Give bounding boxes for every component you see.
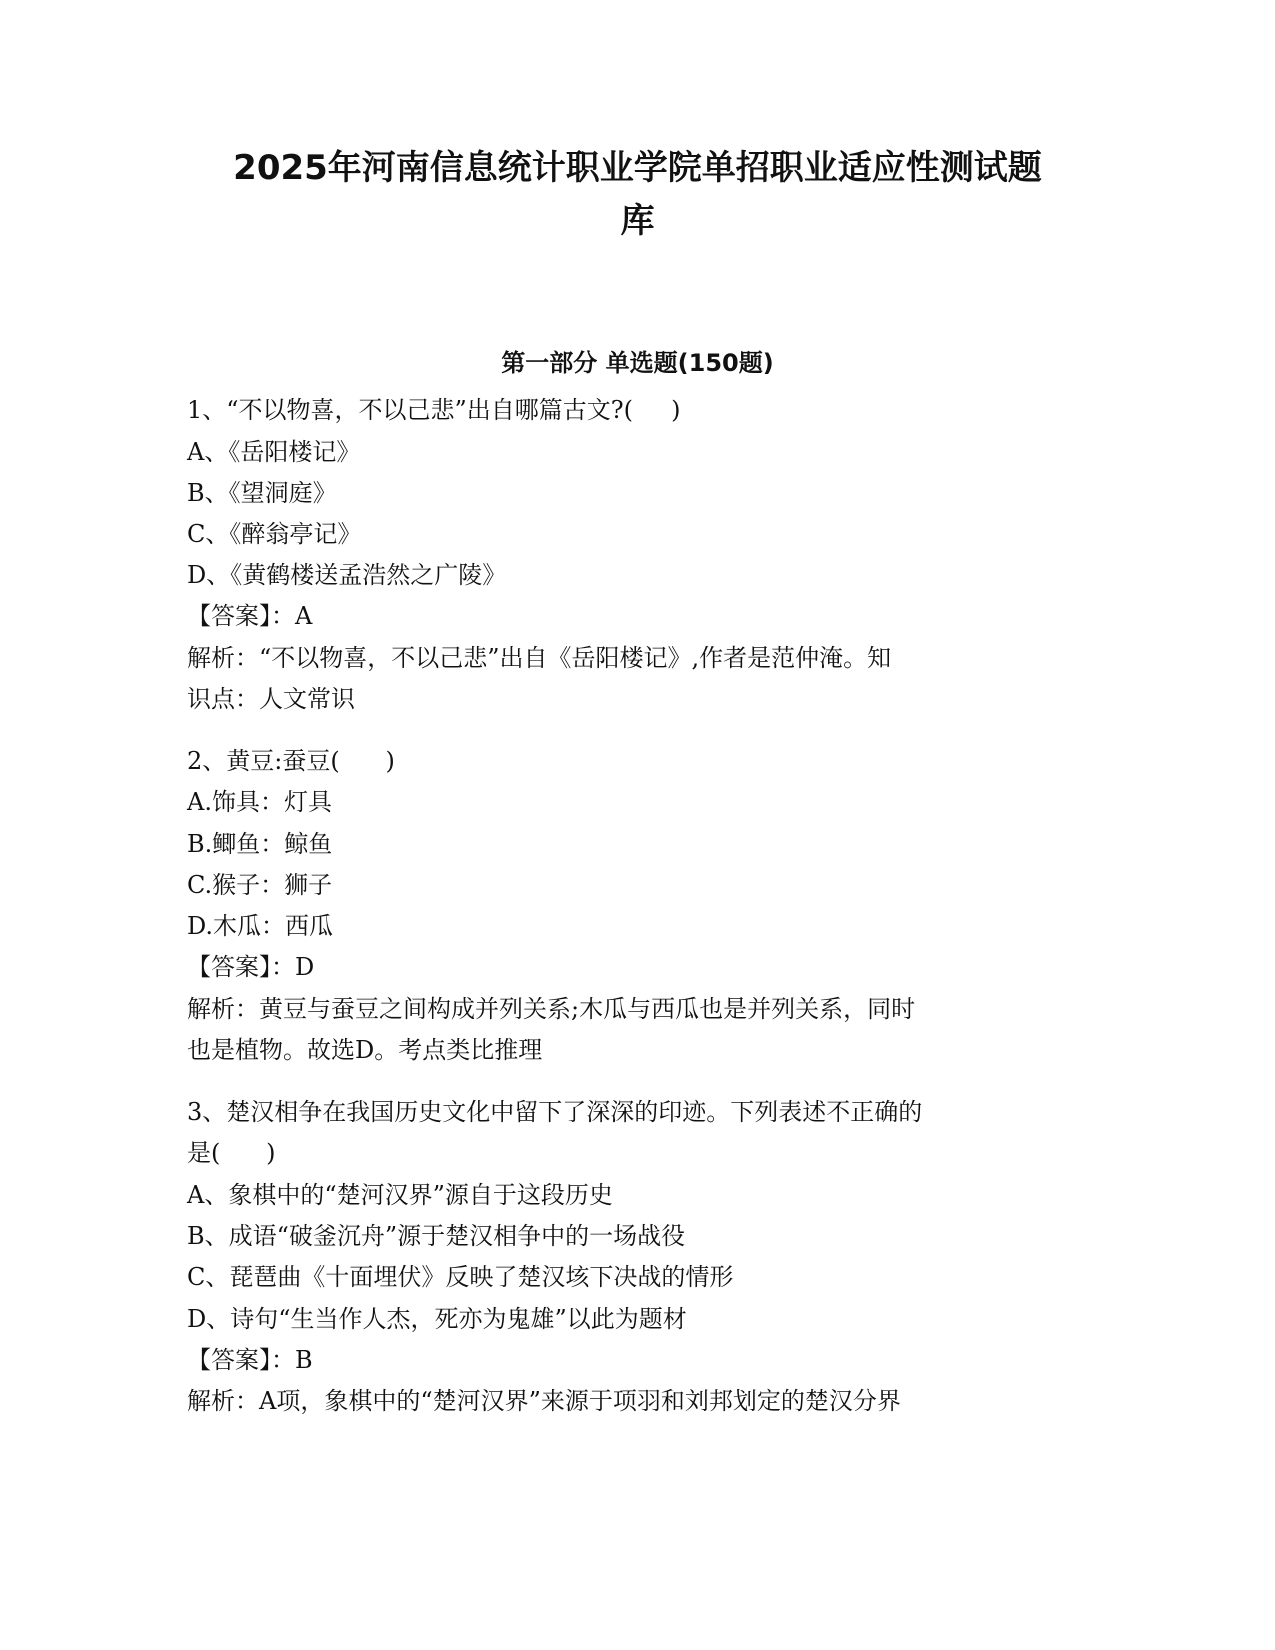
question-2-option-a: A.饰具：灯具 <box>187 788 332 816</box>
question-2-stem: 2、黄豆:蚕豆( ) <box>187 747 395 775</box>
question-2-answer: 【答案】：D <box>187 953 315 981</box>
question-2-analysis-line-2: 也是植物。故选D。考点类比推理 <box>187 1036 543 1064</box>
question-3-option-b: B、成语“破釜沉舟”源于楚汉相争中的一场战役 <box>187 1222 686 1250</box>
question-1-analysis-line-2: 识点：人文常识 <box>187 685 355 713</box>
question-3-analysis-line-1: 解析：A项，象棋中的“楚河汉界”来源于项羽和刘邦划定的楚汉分界 <box>187 1387 901 1415</box>
question-3-option-a: A、象棋中的“楚河汉界”源自于这段历史 <box>187 1181 613 1209</box>
question-3-answer: 【答案】：B <box>187 1346 313 1374</box>
question-2-analysis-line-1: 解析：黄豆与蚕豆之间构成并列关系;木瓜与西瓜也是并列关系，同时 <box>187 995 916 1023</box>
question-2-option-b: B.鲫鱼：鲸鱼 <box>187 830 333 858</box>
question-3-stem-line-1: 3、楚汉相争在我国历史文化中留下了深深的印迹。下列表述不正确的 <box>187 1098 923 1126</box>
question-1-option-a: A、《岳阳楼记》 <box>187 438 361 466</box>
document-title-line-1: 2025年河南信息统计职业学院单招职业适应性测试题 <box>233 148 1042 188</box>
question-1-option-c: C、《醉翁亭记》 <box>187 520 362 548</box>
question-1-analysis-line-1: 解析：“不以物喜，不以己悲”出自《岳阳楼记》,作者是范仲淹。知 <box>187 644 892 672</box>
question-1-option-b: B、《望洞庭》 <box>187 479 337 507</box>
question-3-option-c: C、琵琶曲《十面埋伏》反映了楚汉垓下决战的情形 <box>187 1263 734 1291</box>
question-3-stem-line-2: 是( ) <box>187 1139 276 1167</box>
question-1-stem: 1、“不以物喜，不以己悲”出自哪篇古文?( ) <box>187 396 681 424</box>
question-2-option-d: D.木瓜：西瓜 <box>187 912 334 940</box>
question-1-option-d: D、《黄鹤楼送孟浩然之广陵》 <box>187 561 507 589</box>
section-heading: 第一部分 单选题(150题) <box>501 349 774 377</box>
document-title-line-2: 库 <box>620 201 655 241</box>
question-3-option-d: D、诗句“生当作人杰，死亦为鬼雄”以此为题材 <box>187 1305 687 1333</box>
question-2-option-c: C.猴子：狮子 <box>187 871 333 899</box>
question-1-answer: 【答案】：A <box>187 602 313 630</box>
